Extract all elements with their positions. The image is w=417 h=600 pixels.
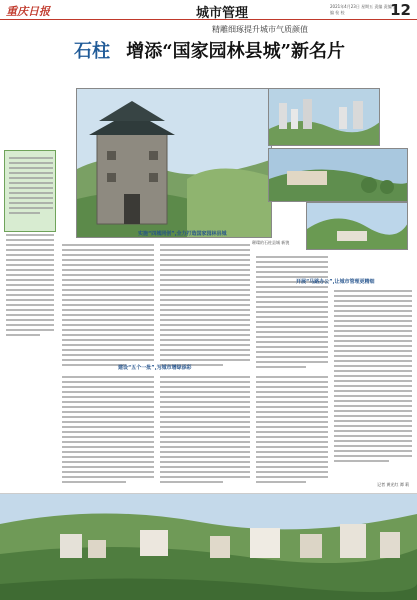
article-headline bbox=[74, 37, 414, 61]
tower-illustration bbox=[77, 89, 272, 238]
headline-text: 增添“国家园林县城”新名片 bbox=[126, 41, 345, 62]
subsection-title-1: 实施“四城同创”,全力打造国家园林县城 bbox=[138, 231, 227, 237]
subsection-title-3: 开展“马路办公”,让城市管理更精细 bbox=[296, 279, 375, 285]
article-byline: 记者 黄光红 谭 莉 bbox=[377, 482, 409, 487]
masthead bbox=[0, 0, 417, 20]
right-photo-park-middle bbox=[268, 148, 408, 202]
body-column-3 bbox=[256, 256, 328, 371]
town-illustration bbox=[269, 89, 380, 146]
newspaper-logo: 重庆日报 bbox=[6, 5, 50, 18]
section-title: 城市管理 bbox=[196, 6, 249, 21]
right-photo-town-top bbox=[268, 88, 380, 146]
article-subhead: 精雕细琢提升城市气质颜值 bbox=[212, 25, 308, 34]
right-photo-hills-bottom bbox=[306, 202, 408, 250]
sidebar-body bbox=[6, 234, 54, 339]
body-column-4 bbox=[334, 290, 412, 465]
hills-illustration bbox=[307, 203, 408, 250]
body-column-7 bbox=[256, 376, 328, 486]
sidebar-callout bbox=[4, 150, 56, 232]
subsection-title-2: 建设“五个一批”,为城市增绿添彩 bbox=[118, 365, 192, 371]
page-number: 12 bbox=[390, 1, 411, 19]
body-column-1 bbox=[62, 244, 154, 369]
right-photo-caption: 璀璨的石柱县城 新貌 bbox=[252, 240, 290, 245]
main-photo-tower bbox=[76, 88, 272, 238]
cityscape-illustration bbox=[0, 494, 417, 600]
sidebar-text-lines bbox=[9, 157, 53, 217]
body-column-5 bbox=[62, 376, 154, 486]
body-column-6 bbox=[160, 376, 250, 486]
bottom-photo-cityscape bbox=[0, 493, 417, 600]
headline-place: 石柱 bbox=[74, 41, 110, 62]
dateline: 2021年4月23日 星期五 责编 责编 美编 检 校 bbox=[330, 4, 397, 15]
park-illustration bbox=[269, 149, 408, 202]
body-column-2 bbox=[160, 244, 250, 369]
